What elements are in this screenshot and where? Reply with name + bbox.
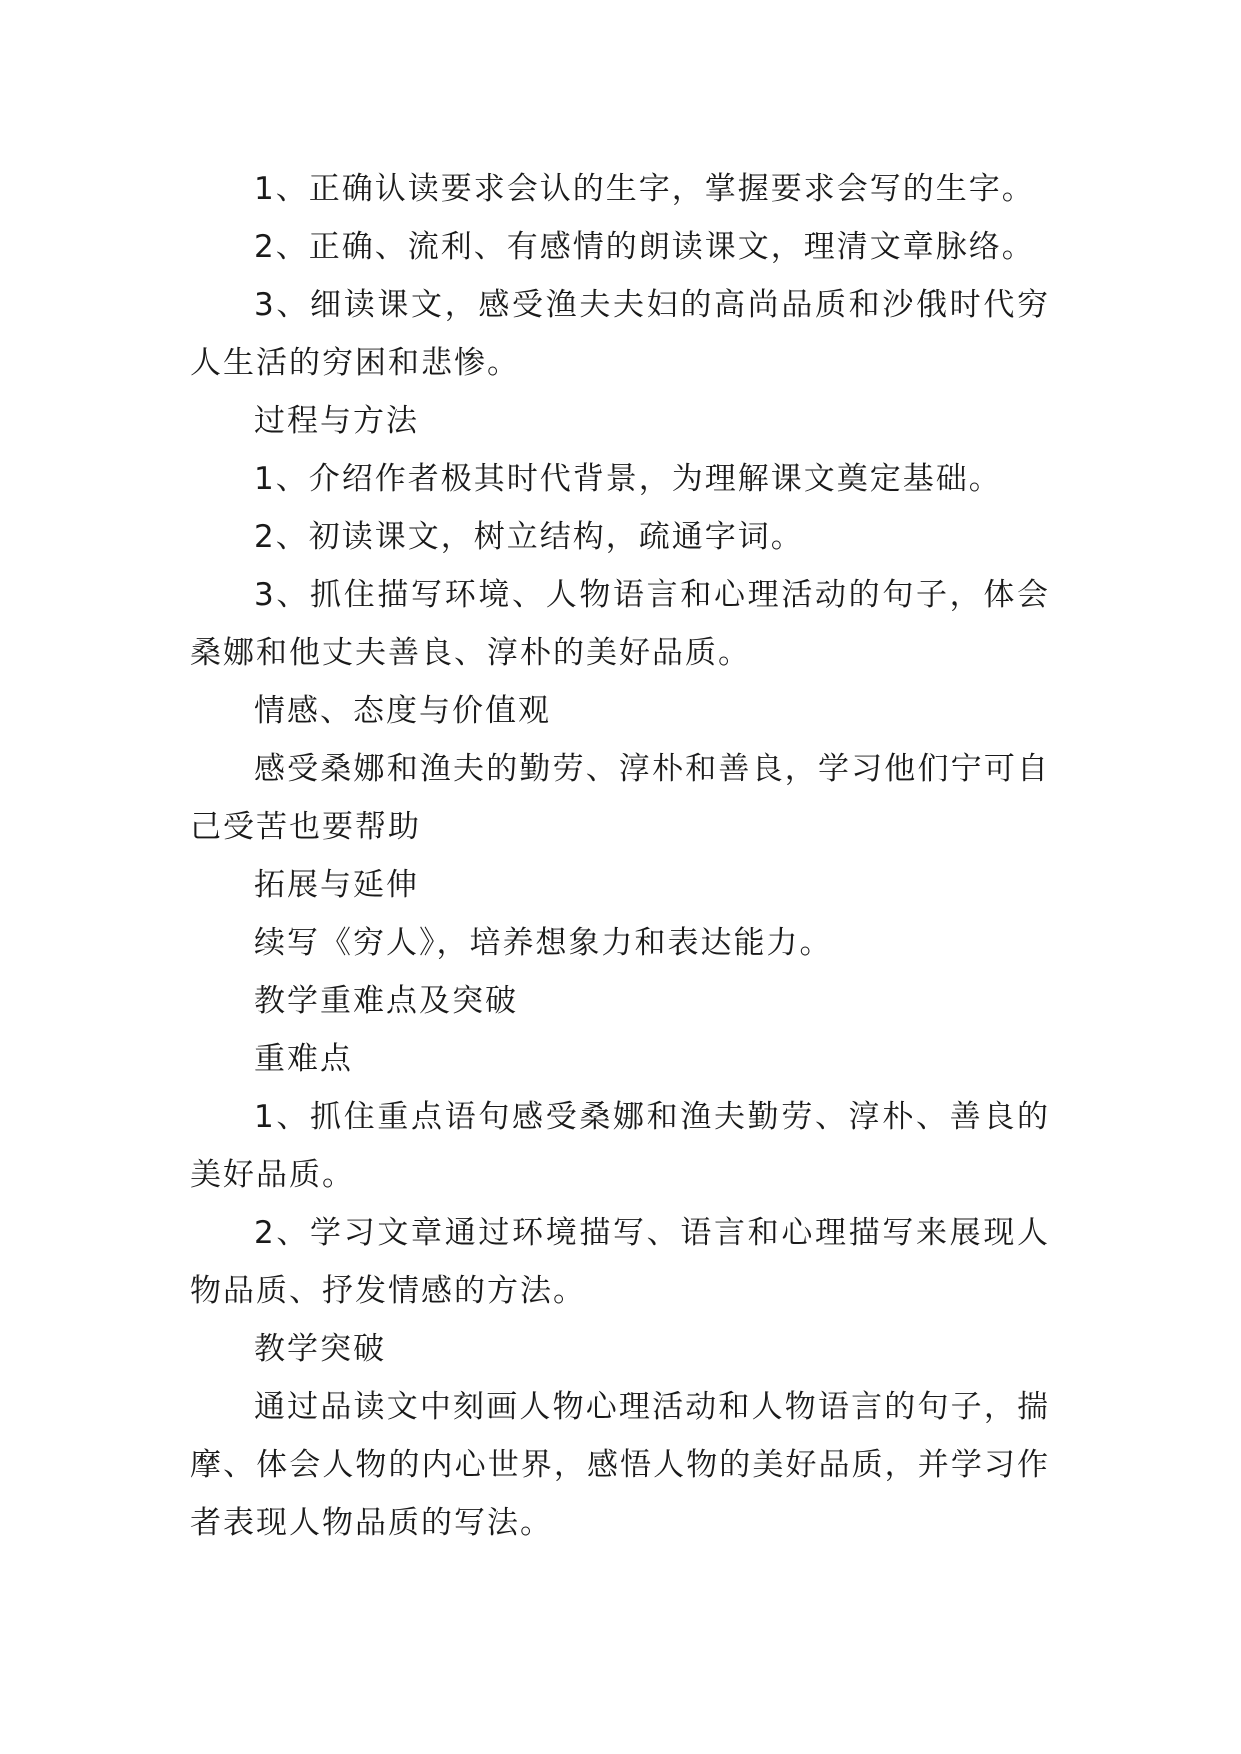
paragraph-extension: 续写《穷人》，培养想象力和表达能力。	[254, 925, 833, 961]
heading-emotion-attitude-values: 情感、态度与价值观	[254, 693, 551, 729]
heading-teaching-breakthrough: 教学突破	[254, 1331, 386, 1367]
paragraph-emotion: 感受桑娜和渔夫的勤劳、淳朴和善良，学习他们宁可自己受苦也要帮助	[190, 751, 1050, 845]
heading-process-and-method: 过程与方法	[254, 403, 419, 439]
paragraph-objective-3: 3、细读课文，感受渔夫夫妇的高尚品质和沙俄时代穷人生活的穷困和悲惨。	[190, 287, 1050, 381]
paragraph-objective-2: 2、正确、流利、有感情的朗读课文，理清文章脉络。	[254, 229, 1035, 265]
paragraph-process-1: 1、介绍作者极其时代背景，为理解课文奠定基础。	[254, 461, 1002, 497]
paragraph-process-2: 2、初读课文，树立结构，疏通字词。	[254, 519, 804, 555]
paragraph-difficulty-2: 2、学习文章通过环境描写、语言和心理描写来展现人物品质、抒发情感的方法。	[190, 1215, 1050, 1309]
paragraph-process-3: 3、抓住描写环境、人物语言和心理活动的句子，体会桑娜和他丈夫善良、淳朴的美好品质。	[190, 577, 1050, 671]
heading-extension: 拓展与延伸	[254, 867, 419, 903]
heading-key-difficulties: 重难点	[254, 1041, 353, 1077]
paragraph-objective-1: 1、正确认读要求会认的生字，掌握要求会写的生字。	[254, 171, 1035, 207]
paragraph-breakthrough: 通过品读文中刻画人物心理活动和人物语言的句子，揣摩、体会人物的内心世界，感悟人物的美好品质，并学习作者表现人物品质的写法。	[190, 1389, 1050, 1541]
document-body	[190, 160, 1050, 1552]
paragraph-difficulty-1: 1、抓住重点语句感受桑娜和渔夫勤劳、淳朴、善良的美好品质。	[190, 1099, 1050, 1193]
heading-key-difficulties-and-breakthrough: 教学重难点及突破	[254, 983, 518, 1019]
